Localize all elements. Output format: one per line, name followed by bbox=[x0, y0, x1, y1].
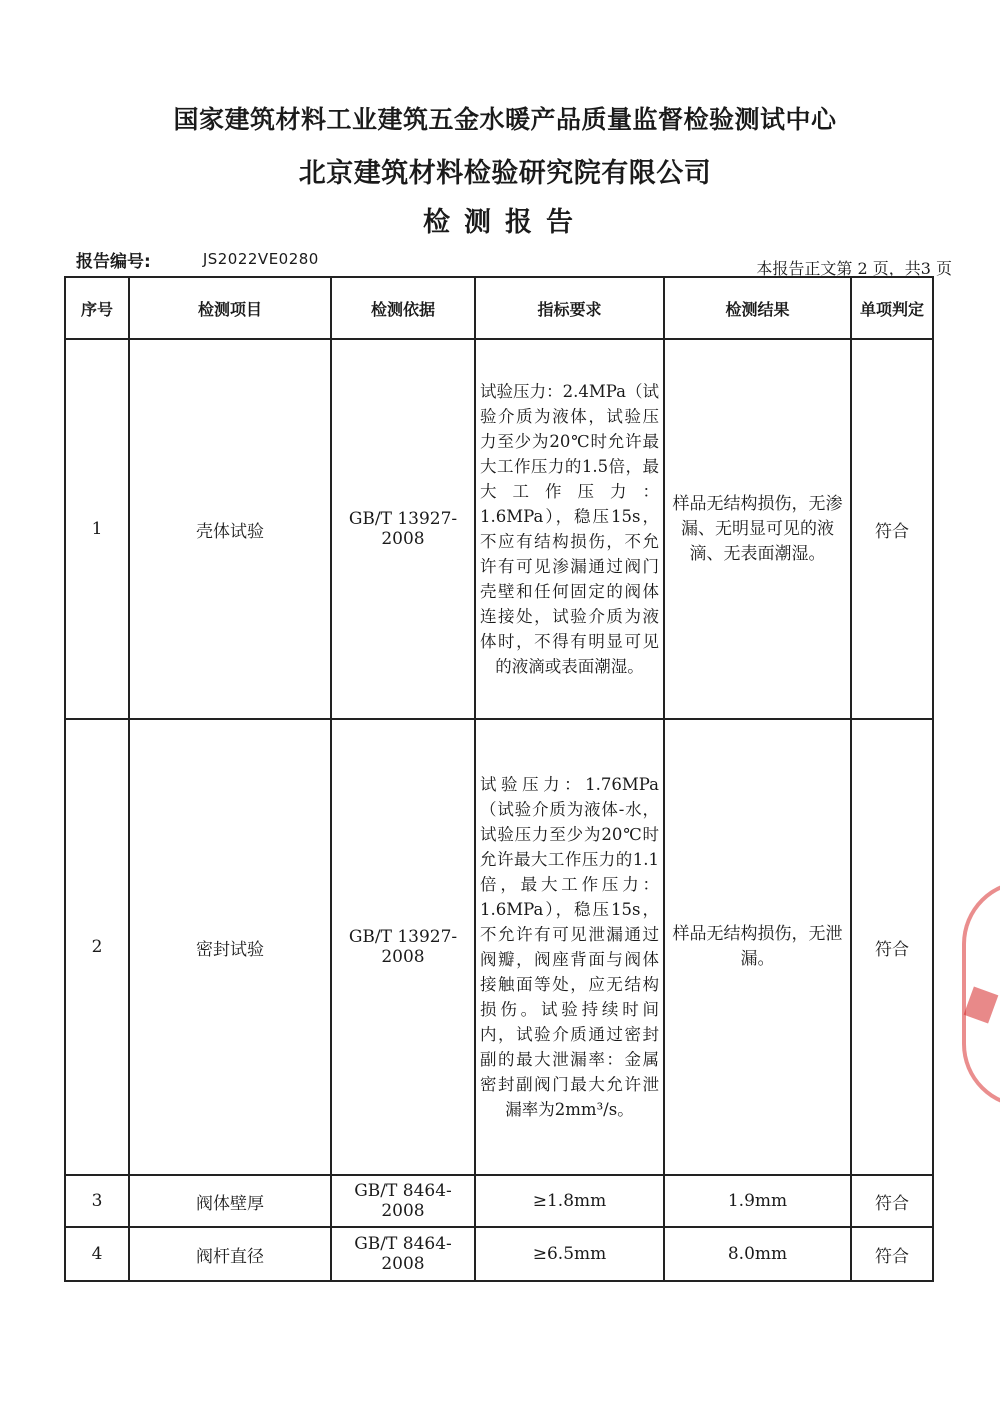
report-number-value: JS2022VE0280 bbox=[202, 250, 319, 268]
row-requirement: ≥1.8mm bbox=[475, 1175, 664, 1227]
col-header-result: 检测结果 bbox=[664, 277, 851, 339]
col-header-item: 检测项目 bbox=[129, 277, 331, 339]
row-result: 8.0mm bbox=[664, 1227, 851, 1281]
row-item: 阀体壁厚 bbox=[129, 1175, 331, 1227]
org-title-line1: 国家建筑材料工业建筑五金水暖产品质量监督检验测试中心 bbox=[173, 105, 837, 134]
row-no: 2 bbox=[65, 719, 129, 1175]
row-basis: GB/T 8464-2008 bbox=[331, 1175, 475, 1227]
col-header-basis: 检测依据 bbox=[331, 277, 475, 339]
row-no: 1 bbox=[65, 339, 129, 719]
row-verdict: 符合 bbox=[851, 339, 933, 719]
inspection-table bbox=[64, 276, 934, 1282]
row-verdict: 符合 bbox=[851, 719, 933, 1175]
row-item: 阀杆直径 bbox=[129, 1227, 331, 1281]
row-requirement: 试验压力：1.76MPa（试验介质为液体-水，试验压力至少为20℃时允许最大工作压力的1.1倍，最大工作压力：1.6MPa），稳压15s，不允许有可见泄漏通过阀瓣，阀座背面与阀体接触面等处，应无结构损伤。试验持续时间内，试验介质通过密封副的最大泄漏率：金属密封副阀门最大允许泄漏率为2mm³/s。 bbox=[475, 719, 664, 1175]
row-requirement: ≥6.5mm bbox=[475, 1227, 664, 1281]
row-basis: GB/T 8464-2008 bbox=[331, 1227, 475, 1281]
document-title: 检测报告 bbox=[423, 207, 587, 238]
row-no: 4 bbox=[65, 1227, 129, 1281]
table-row bbox=[65, 1227, 933, 1281]
table-header-row bbox=[65, 277, 933, 339]
org-title-line2: 北京建筑材料检验研究院有限公司 bbox=[298, 158, 712, 189]
row-requirement: 试验压力：2.4MPa（试验介质为液体，试验压力至少为20℃时允许最大工作压力的1.5倍，最大工作压力：1.6MPa），稳压15s，不应有结构损伤，不允许有可见渗漏通过阀门壳壁和任何固定的阀体连接处，试验介质为液体时，不得有明显可见的液滴或表面潮湿。 bbox=[475, 339, 664, 719]
report-number bbox=[76, 246, 319, 272]
row-item: 密封试验 bbox=[129, 719, 331, 1175]
col-header-no: 序号 bbox=[65, 277, 129, 339]
col-header-requirement: 指标要求 bbox=[475, 277, 664, 339]
row-verdict: 符合 bbox=[851, 1227, 933, 1281]
row-result: 1.9mm bbox=[664, 1175, 851, 1227]
row-item: 壳体试验 bbox=[129, 339, 331, 719]
table-row bbox=[65, 339, 933, 719]
row-result: 样品无结构损伤，无渗漏、无明显可见的液滴、无表面潮湿。 bbox=[664, 339, 851, 719]
row-verdict: 符合 bbox=[851, 1175, 933, 1227]
report-number-label: 报告编号: bbox=[76, 251, 151, 272]
row-basis: GB/T 13927-2008 bbox=[331, 719, 475, 1175]
row-basis: GB/T 13927-2008 bbox=[331, 339, 475, 719]
row-result: 样品无结构损伤，无泄漏。 bbox=[664, 719, 851, 1175]
page-info: 本报告正文第 2 页，共3 页 bbox=[756, 259, 952, 278]
row-no: 3 bbox=[65, 1175, 129, 1227]
table-row bbox=[65, 1175, 933, 1227]
table-row bbox=[65, 719, 933, 1175]
col-header-verdict: 单项判定 bbox=[851, 277, 933, 339]
